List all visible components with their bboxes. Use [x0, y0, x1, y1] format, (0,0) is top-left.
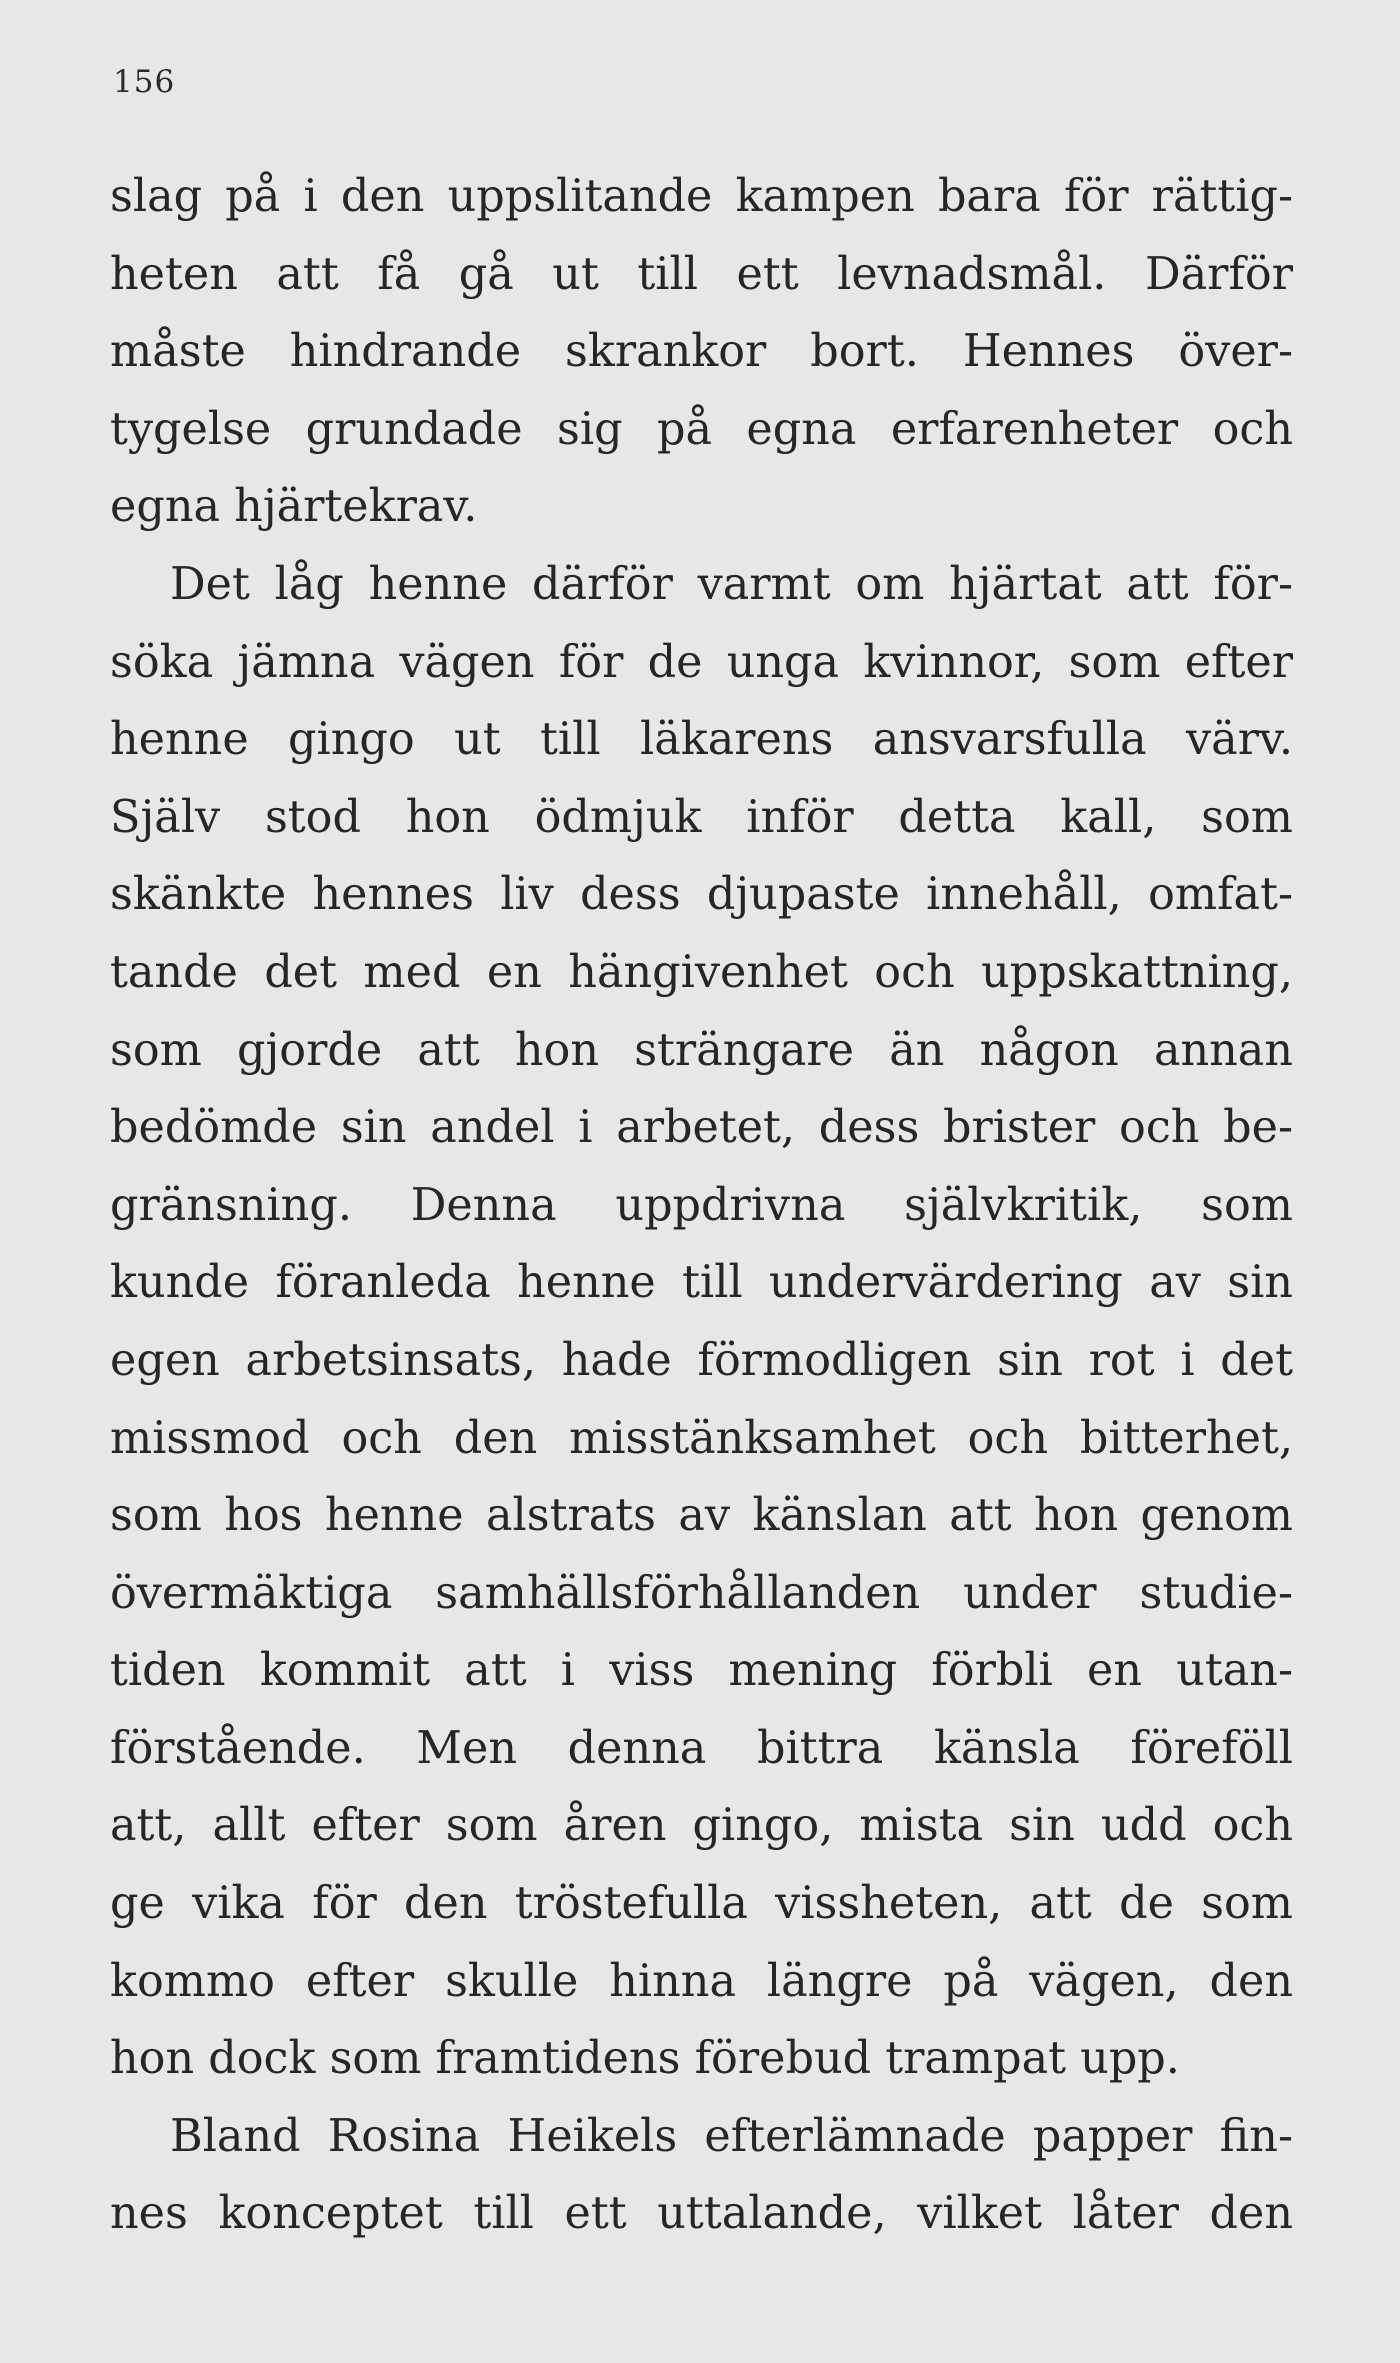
paragraph-first-line: Bland Rosina Heikels efterlämnade papper fin-	[170, 2110, 1293, 2162]
text-line: slag på i den uppslitande kampen bara för rättig-	[110, 171, 1293, 222]
text-line: nes konceptet till ett uttalande, vilket låter den	[110, 2188, 1293, 2240]
text-line: att, allt efter som åren gingo, mista sin udd och	[110, 1800, 1293, 1852]
body-text	[110, 158, 1293, 2253]
text-line: som hos henne alstrats av känslan att hon genom	[110, 1490, 1293, 1542]
text-line: Själv stod hon ödmjuk inför detta kall, som	[110, 791, 1293, 843]
text-line: tygelse grundade sig på egna erfarenheter och	[110, 403, 1293, 455]
text-line: kunde föranleda henne till undervärdering av sin	[110, 1257, 1293, 1309]
text-line: missmod och den misstänksamhet och bitterhet,	[110, 1412, 1293, 1464]
text-line: övermäktiga samhällsförhållanden under studie-	[110, 1567, 1293, 1619]
text-line: tande det med en hängivenhet och uppskattning,	[110, 946, 1293, 998]
text-line: måste hindrande skrankor bort. Hennes över-	[110, 326, 1293, 378]
text-line: ge vika för den tröstefulla vissheten, att de som	[110, 1878, 1293, 1930]
text-line: henne gingo ut till läkarens ansvarsfulla värv.	[110, 714, 1293, 766]
text-line: heten att få gå ut till ett levnadsmål. Därför	[110, 248, 1293, 300]
text-line: söka jämna vägen för de unga kvinnor, som efter	[110, 636, 1293, 688]
text-line: egen arbetsinsats, hade förmodligen sin rot i det	[110, 1334, 1293, 1386]
text-line: tiden kommit att i viss mening förbli en utan-	[110, 1645, 1293, 1697]
text-line: förstående. Men denna bittra känsla föreföll	[110, 1722, 1293, 1774]
text-line: skänkte hennes liv dess djupaste innehåll, omfat-	[110, 869, 1293, 921]
paragraph-first-line: Det låg henne därför varmt om hjärtat att för-	[170, 558, 1293, 610]
text-line: som gjorde att hon strängare än någon annan	[110, 1024, 1293, 1076]
text-line: bedömde sin andel i arbetet, dess brister och be-	[110, 1102, 1293, 1154]
text-line: hon dock som framtidens förebud trampat upp.	[110, 2033, 1180, 2085]
text-line: kommo efter skulle hinna längre på vägen, den	[110, 1955, 1293, 2007]
text-line: gränsning. Denna uppdrivna självkritik, som	[110, 1179, 1293, 1231]
text-line: egna hjärtekrav.	[110, 481, 478, 533]
page-number: 156	[113, 64, 176, 100]
